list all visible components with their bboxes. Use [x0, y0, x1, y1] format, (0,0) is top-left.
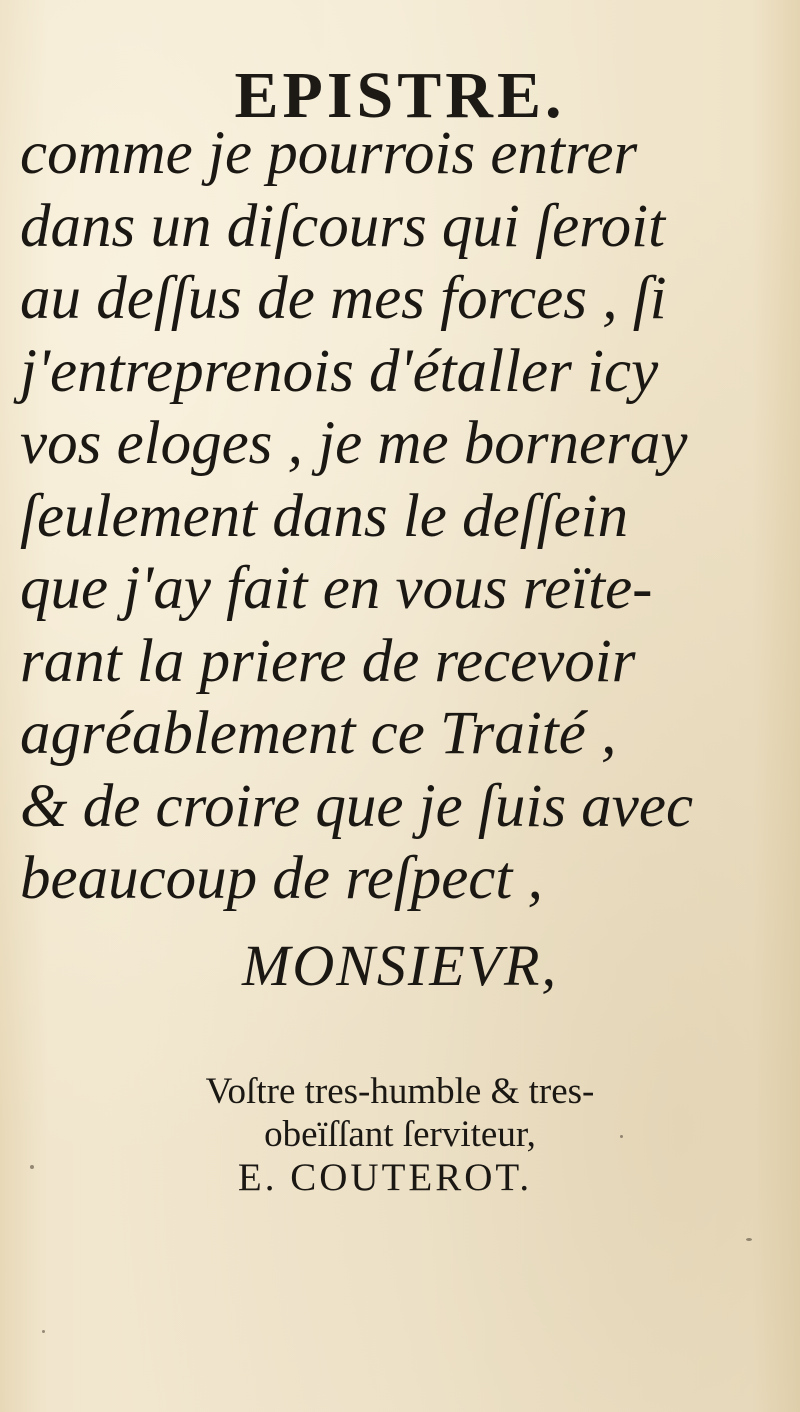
body-line: beaucoup de reſpect ,	[20, 845, 543, 912]
paper-speck	[620, 1135, 623, 1138]
signature: E. COUTEROT.	[237, 1156, 533, 1199]
body-line: comme je pourrois entrer	[20, 120, 638, 187]
body-line: dans un diſcours qui ſeroit	[20, 192, 666, 260]
paper-speck	[746, 1238, 752, 1241]
paper-speck	[30, 1165, 34, 1169]
page-heading: EPISTRE.	[234, 59, 566, 132]
body-line: vos eloges , je me borneray	[20, 410, 688, 477]
salutation: MONSIEVR,	[242, 933, 558, 998]
body-line: & de croire que je ſuis avec	[20, 772, 694, 840]
body-line: au deſſus de mes forces , ſi	[20, 265, 667, 332]
epistle-body	[20, 118, 694, 916]
paper-speck	[42, 1330, 45, 1333]
closing-line: obeïſſant ſerviteur,	[264, 1114, 536, 1155]
body-line: rant la priere de recevoir	[20, 627, 636, 695]
body-line: ſeulement dans le deſſein	[20, 482, 629, 550]
closing-line: Voſtre tres-humble & tres-	[205, 1071, 595, 1112]
closing-block	[0, 1070, 800, 1199]
body-line: que j'ay fait en vous reïte-	[20, 555, 653, 622]
body-line: j'entreprenois d'étaller icy	[20, 337, 659, 405]
body-line: agréablement ce Traité ,	[20, 700, 617, 767]
